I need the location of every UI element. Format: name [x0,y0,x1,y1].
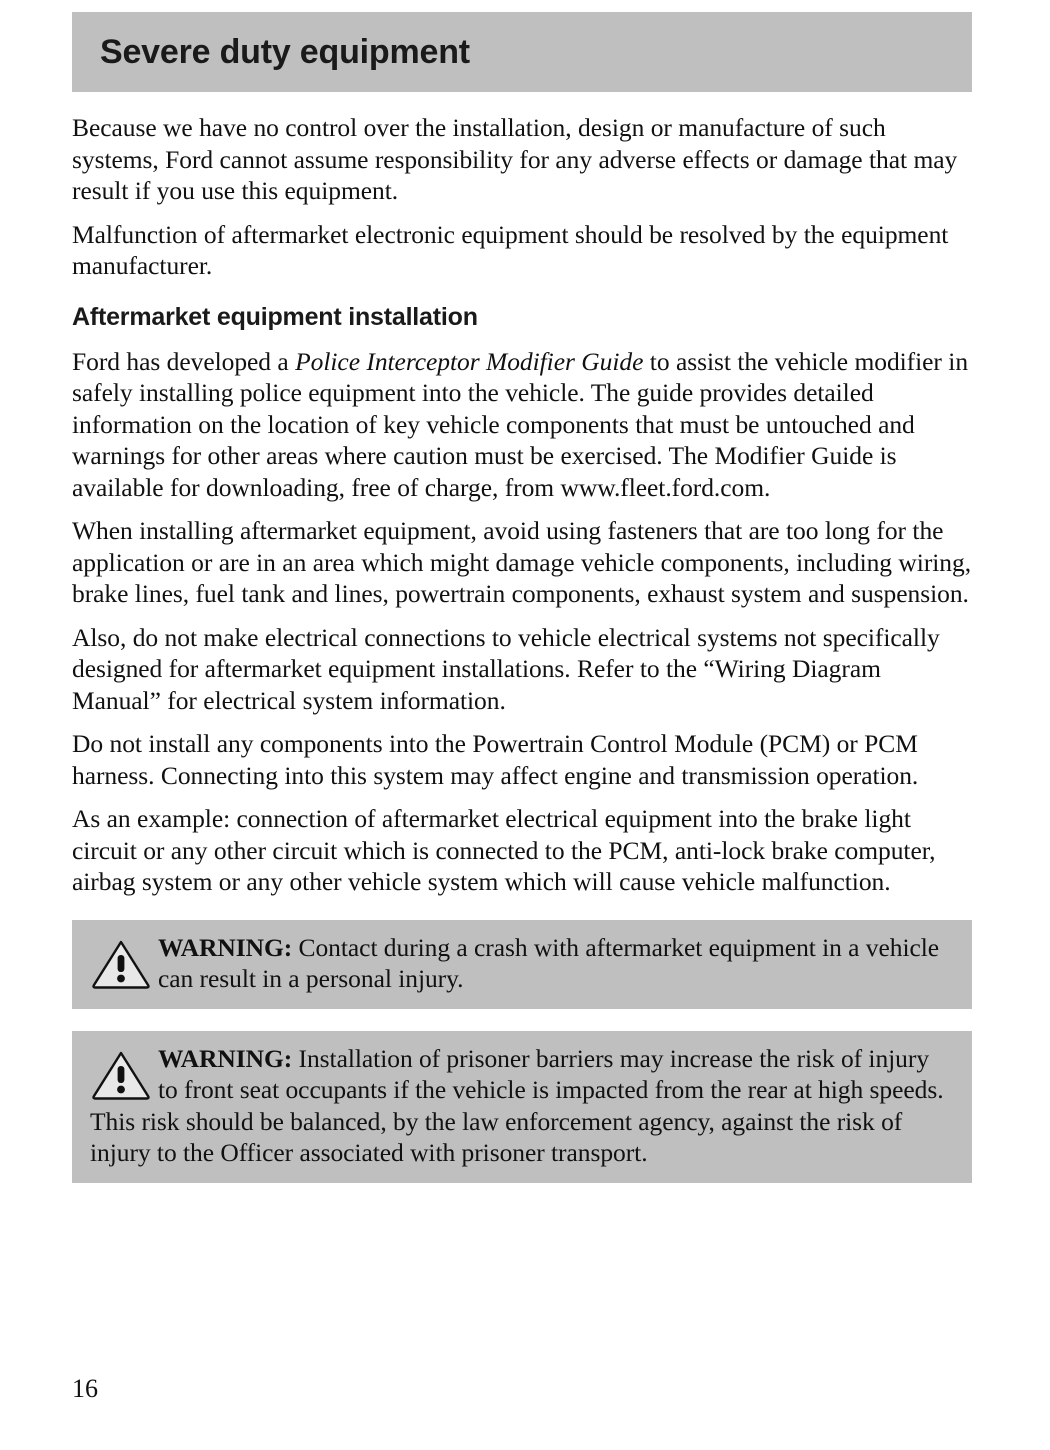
paragraph-5: Also, do not make electrical connections to vehicle electrical systems not specifically designed for aftermarket equipment installations. Refer to the “Wiring Diagram Manual” for electrical system information. [72,622,940,715]
warning-box-1 [72,920,972,1009]
paragraph-3-tail: to assist the vehicle modifier in safely installing police equipment into the vehicle. The guide provides detailed information on the location of key vehicle components that must be untouched and warnings for other areas where caution must be exercised. The Modifier Guide is available for downloading, free of charge, from www.fleet.ford.com. [72,346,969,502]
subheading-aftermarket-equipment-installation: Aftermarket equipment installation [72,302,478,331]
warning-label-2: WARNING: [158,1043,293,1073]
page-content [72,112,972,1183]
paragraph-6: Do not install any components into the Powertrain Control Module (PCM) or PCM harness. Connecting into this system may affect engine and transmission operation. [72,729,919,790]
page-number: 16 [72,1374,98,1403]
warning-triangle-icon [90,1049,152,1101]
warning-label-1: WARNING: [158,932,293,962]
paragraph-2: Malfunction of aftermarket electronic equipment should be resolved by the equipment manufacturer. [72,219,949,280]
paragraph-4: When installing aftermarket equipment, avoid using fasteners that are too long for the application or are in an area which might damage vehicle components, including wiring, brake lines, fuel tank and lines, powertrain components, exhaust system and suspension. [72,516,972,608]
warning-text-1 [158,932,954,995]
page-title: Severe duty equipment [100,33,470,71]
page-header-band [72,12,972,92]
warning-text-2 [90,1043,954,1169]
paragraph-3-lead: Ford has developed a [72,346,296,376]
paragraph-3 [72,346,972,504]
paragraph-7: As an example: connection of aftermarket electrical equipment into the brake light circuit or any other circuit which is connected to the PCM, anti-lock brake computer, airbag system or any other vehicle system which will cause vehicle malfunction. [72,804,936,896]
warning-body-1: Contact during a crash with aftermarket equipment in a vehicle can result in a personal injury. [158,932,940,993]
paragraph-1: Because we have no control over the installation, design or manufacture of such systems, Ford cannot assume responsibility for any adverse effects or damage that may result if you use this equipment. [72,113,958,205]
warning-box-2 [72,1031,972,1183]
warning-triangle-icon [90,938,152,990]
warning-body-2: Installation of prisoner barriers may increase the risk of injury to front seat occupants if the vehicle is impacted from the rear at high speeds. This risk should be balanced, by the law enforcement agency, against the risk of injury to the Officer associated with prisoner transport. [90,1043,944,1167]
modifier-guide-title: Police Interceptor Modifier Guide [295,346,644,376]
